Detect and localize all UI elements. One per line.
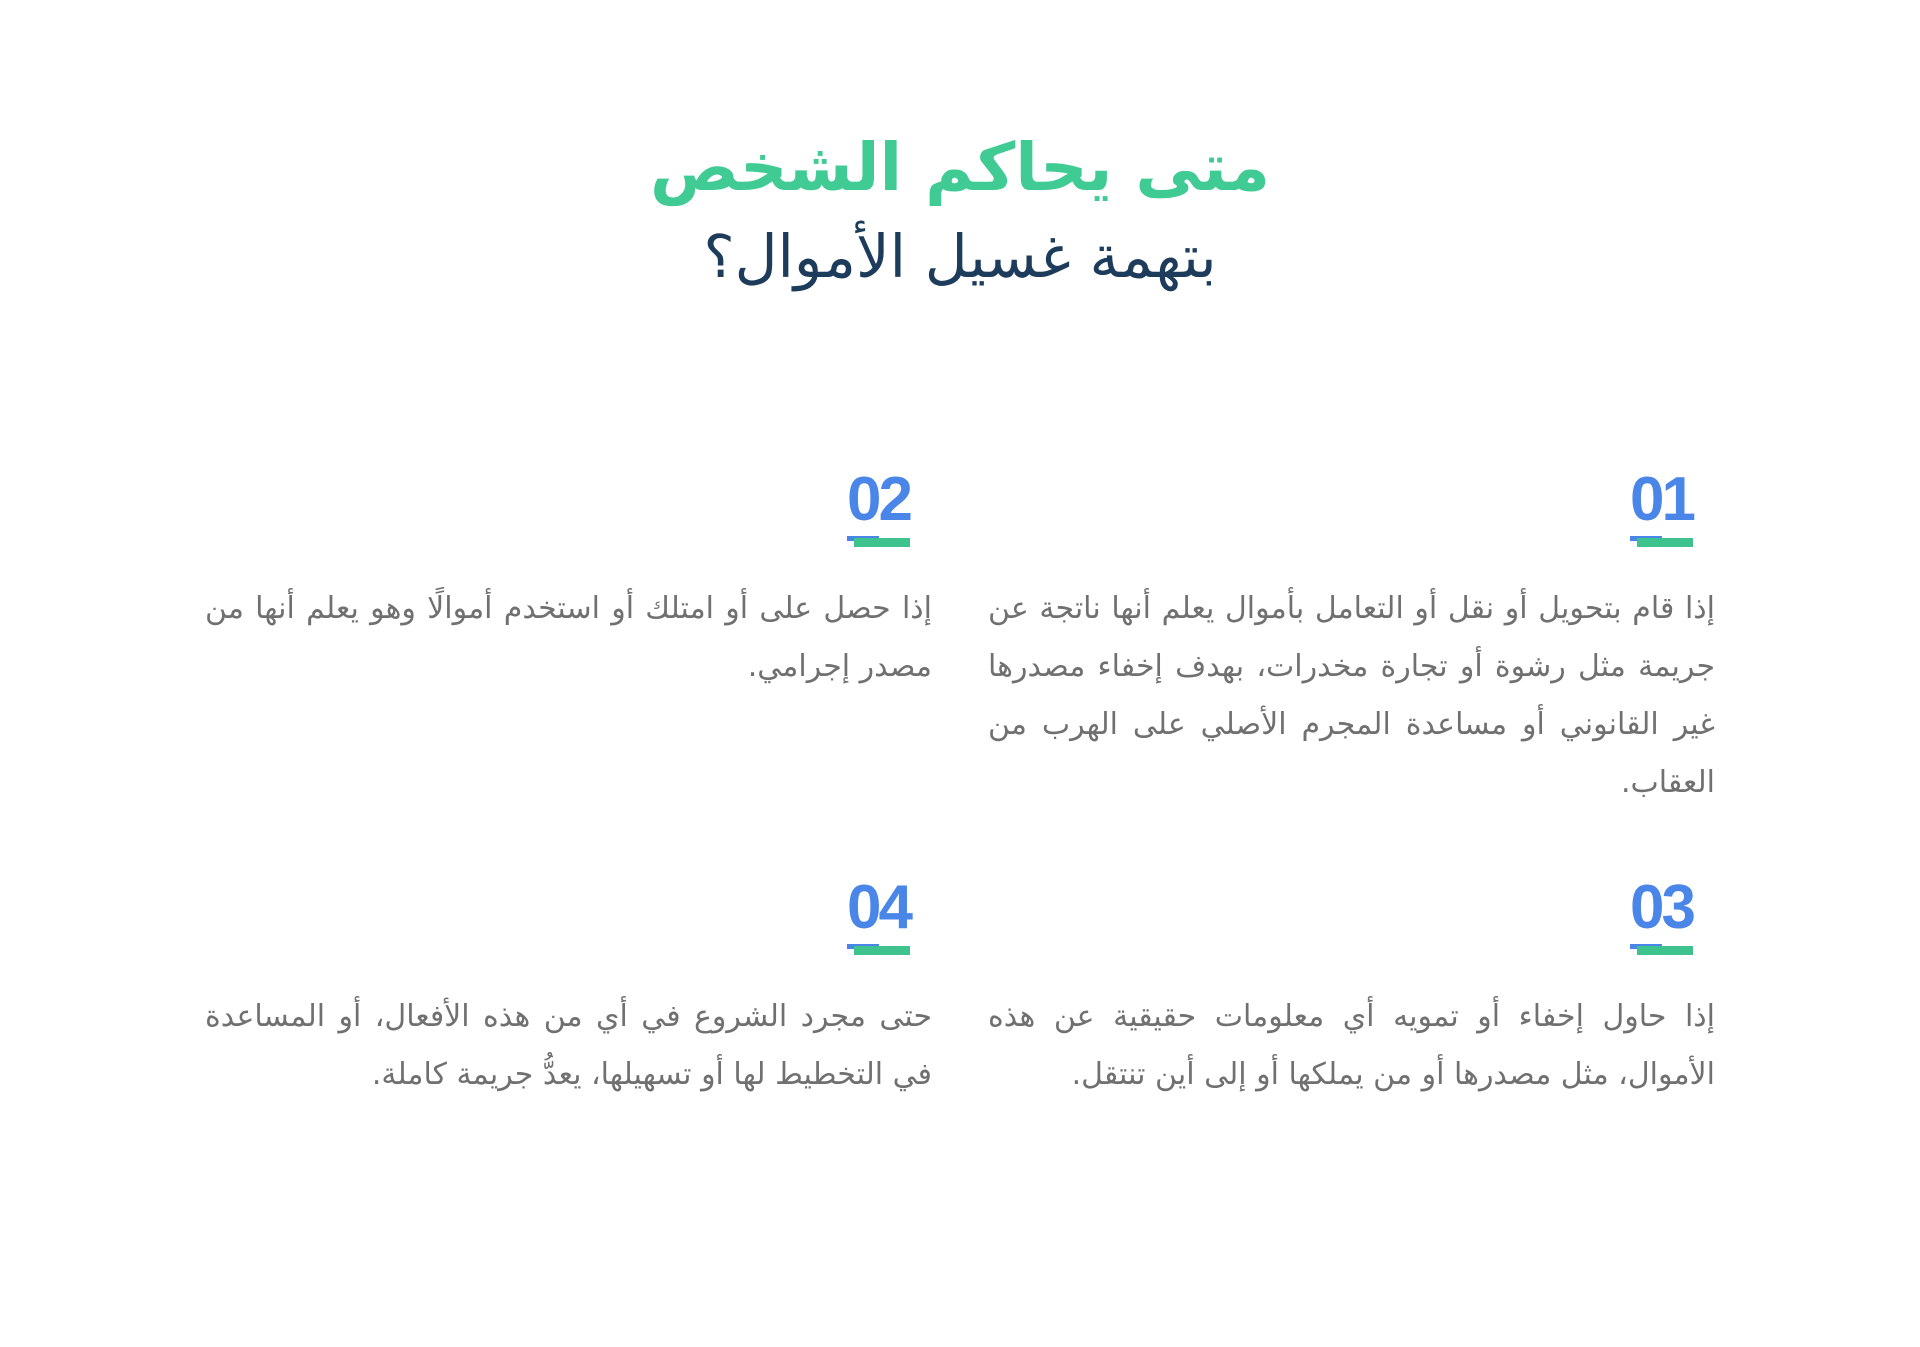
item-03-number-first-digit: 0 bbox=[1630, 873, 1661, 949]
item-card-04 bbox=[205, 872, 932, 1104]
page-title bbox=[0, 0, 1920, 297]
item-03-number bbox=[1630, 872, 1693, 942]
item-01-text: إذا قام بتحويل أو نقل أو التعامل بأموال يعلم أنها ناتجة عن جريمة مثل رشوة أو تجارة مخدرات، بهدف إخفاء مصدرها غير القانوني أو مساعدة المجرم الأصلي على الهرب من العقاب. bbox=[988, 590, 1715, 800]
item-01-number-second-digit: 1 bbox=[1661, 464, 1693, 534]
item-04-number bbox=[847, 872, 910, 942]
item-03-number-second-digit: 3 bbox=[1661, 872, 1693, 942]
title-line-2: بتهمة غسيل الأموال؟ bbox=[703, 222, 1217, 292]
item-02-number-first-digit: 0 bbox=[847, 465, 878, 541]
item-02-number-second-digit: 2 bbox=[878, 464, 910, 534]
item-03-green-bar bbox=[1637, 946, 1693, 955]
item-01-number bbox=[1630, 464, 1693, 534]
item-01-number-first-digit: 0 bbox=[1630, 465, 1661, 541]
item-02-green-bar bbox=[854, 538, 910, 547]
item-03-number-block bbox=[988, 872, 1715, 955]
item-card-01 bbox=[988, 464, 1715, 877]
item-01-number-block bbox=[988, 464, 1715, 547]
item-02-number-block bbox=[205, 464, 932, 547]
item-02-text: إذا حصل على أو امتلك أو استخدم أموالًا وهو يعلم أنها من مصدر إجرامي. bbox=[205, 590, 932, 684]
item-03-text: إذا حاول إخفاء أو تمويه أي معلومات حقيقية عن هذه الأموال، مثل مصدرها أو من يملكها أو إلى أين تنتقل. bbox=[988, 998, 1715, 1092]
item-04-green-bar bbox=[854, 946, 910, 955]
item-04-number-first-digit: 0 bbox=[847, 873, 878, 949]
item-card-03 bbox=[988, 872, 1715, 1104]
item-01-green-bar bbox=[1637, 538, 1693, 547]
item-04-number-second-digit: 4 bbox=[878, 872, 910, 942]
items-grid bbox=[205, 464, 1715, 1104]
item-02-number bbox=[847, 464, 910, 534]
item-04-text: حتى مجرد الشروع في أي من هذه الأفعال، أو المساعدة في التخطيط لها أو تسهيلها، يعدُّ جريمة كاملة. bbox=[205, 998, 932, 1092]
item-04-number-block bbox=[205, 872, 932, 955]
item-card-02 bbox=[205, 464, 932, 877]
title-line-1: متى يحاكم الشخص bbox=[650, 129, 1270, 206]
